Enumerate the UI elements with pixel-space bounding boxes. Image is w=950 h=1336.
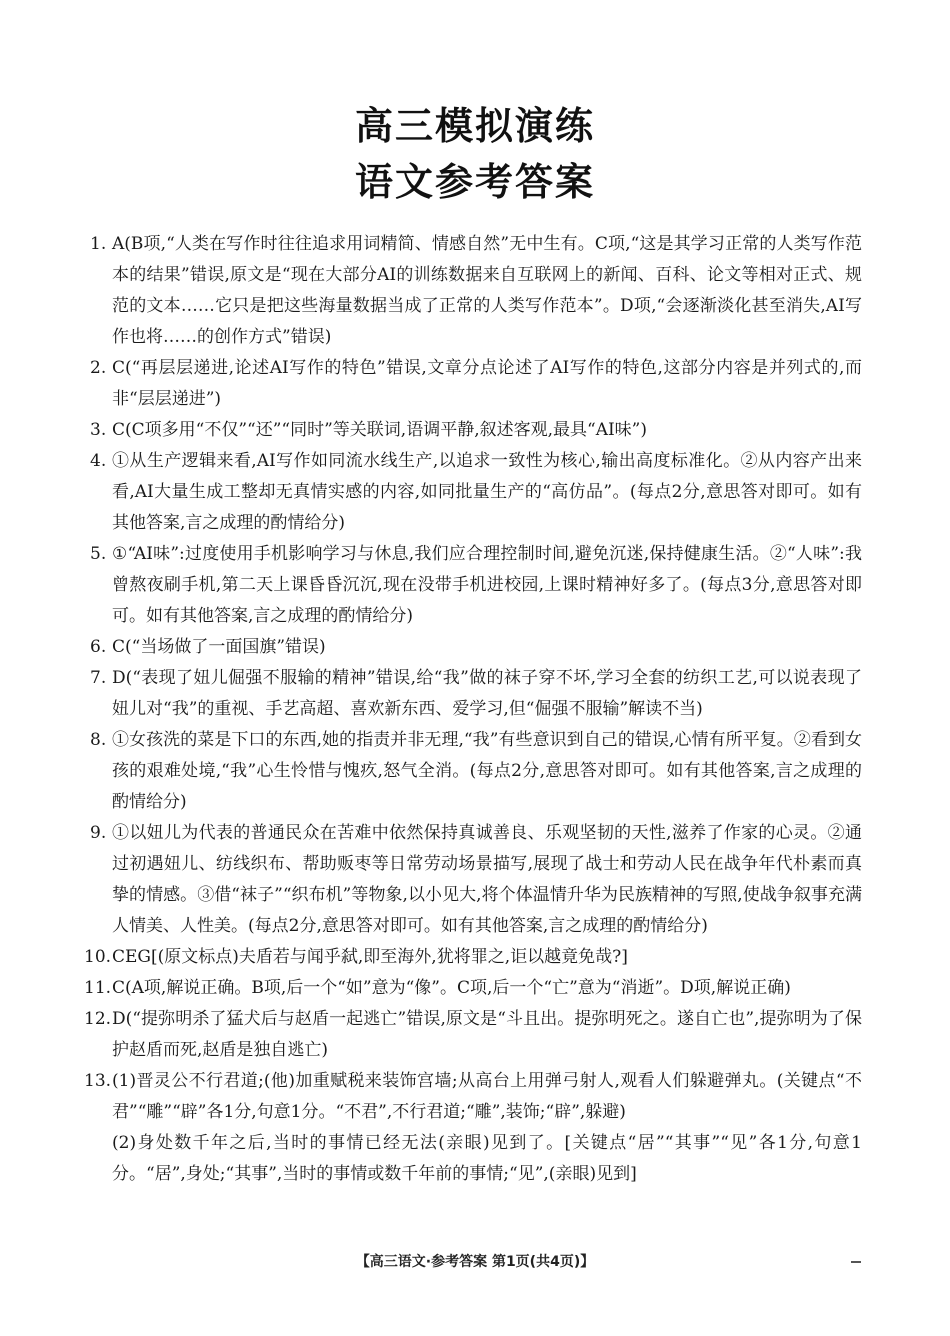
answer-number: 10. <box>84 947 112 967</box>
title-block <box>0 98 950 210</box>
answer-item-5 <box>90 539 862 632</box>
answer-number: 6. <box>90 637 107 657</box>
answer-text: D(“表现了妞儿倔强不服输的精神”错误,给“我”做的袜子穿不坏,学习全套的纺织工艺,可以说表现了妞儿对“我”的重视、手艺高超、喜欢新东西、爱学习,但“倔强不服输”解读不当) <box>112 668 862 719</box>
answer-item-4 <box>90 446 862 539</box>
answer-item-2 <box>90 353 862 415</box>
page-subtitle: 语文参考答案 <box>354 160 595 204</box>
answer-text: C(A项,解说正确。B项,后一个“如”意为“像”。C项,后一个“亡”意为“消逝”。D项,解说正确) <box>112 978 791 998</box>
answer-number: 7. <box>90 668 107 688</box>
answer-number: 8. <box>90 730 107 750</box>
answer-number: 13. <box>84 1071 112 1091</box>
answer-text: ①女孩洗的菜是下口的东西,她的指责并非无理,“我”有些意识到自己的错误,心情有所平复。②看到女孩的艰难处境,“我”心生怜惜与愧疚,怒气全消。(每点2分,意思答对即可。如有其他答案,言之成理的酌情给分) <box>112 730 862 812</box>
answer-item-8 <box>90 725 862 818</box>
answer-item-3 <box>90 415 862 446</box>
answer-item-10 <box>84 942 862 973</box>
corner-mark <box>851 1258 861 1263</box>
answer-number: 2. <box>90 358 107 378</box>
answer-item-7 <box>90 663 862 725</box>
answer-item-12 <box>84 1004 862 1066</box>
answer-item-13 <box>84 1066 862 1190</box>
answer-item-9 <box>90 818 862 942</box>
answer-item-1 <box>90 229 862 353</box>
answer-text: C(“当场做了一面国旗”错误) <box>112 637 326 657</box>
answer-item-6 <box>90 632 862 663</box>
answer-number: 12. <box>84 1009 112 1029</box>
answer-list <box>84 229 862 1190</box>
answer-text: ①以妞儿为代表的普通民众在苦难中依然保持真诚善良、乐观坚韧的天性,滋养了作家的心灵。②通过初遇妞儿、纺线织布、帮助贩枣等日常劳动场景描写,展现了战士和劳动人民在战争年代朴素而真挚的情感。③借“袜子”“织布机”等物象,以小见大,将个体温情升华为民族精神的写照,使战争叙事充满人情美、人性美。(每点2分,意思答对即可。如有其他答案,言之成理的酌情给分) <box>112 823 862 936</box>
answer-number: 4. <box>90 451 107 471</box>
answer-number: 11. <box>84 978 112 998</box>
answer-text: C(C项多用“不仅”“还”“同时”等关联词,语调平静,叙述客观,最具“AI味”) <box>112 420 648 440</box>
page-footer: 【高三语文·参考答案 第1页(共4页)】 <box>355 1254 595 1270</box>
answer-text: D(“提弥明杀了猛犬后与赵盾一起逃亡”错误,原文是“斗且出。提弥明死之。遂自亡也”,提弥明为了保护赵盾而死,赵盾是独自逃亡) <box>112 1009 862 1060</box>
answer-number: 3. <box>90 420 107 440</box>
answer-number: 1. <box>90 234 107 254</box>
answer-text: C(“再层层递进,论述AI写作的特色”错误,文章分点论述了AI写作的特色,这部分内容是并列式的,而非“层层递进”) <box>112 358 862 409</box>
answer-subtext: (2)身处数千年之后,当时的事情已经无法(亲眼)见到了。[关键点“居”“其事”“见”各1分,句意1分。“居”,身处;“其事”,当时的事情或数千年前的事情;“见”,(亲眼)见到] <box>112 1133 862 1184</box>
answer-text: CEG[(原文标点)夫盾若与闻乎弑,即至海外,犹将罪之,讵以越竟免哉?] <box>112 947 628 967</box>
answer-number: 9. <box>90 823 107 843</box>
answer-text: A(B项,“人类在写作时往往追求用词精简、情感自然”无中生有。C项,“这是其学习正常的人类写作范本的结果”错误,原文是“现在大部分AI的训练数据来自互联网上的新闻、百科、论文等相对正式、规范的文本……它只是把这些海量数据当成了正常的人类写作范本”。D项,“会逐渐淡化甚至消失,AI写作也将……的创作方式”错误) <box>112 234 862 347</box>
answer-item-11 <box>84 973 862 1004</box>
page-title: 高三模拟演练 <box>354 104 595 148</box>
answer-text: ①从生产逻辑来看,AI写作如同流水线生产,以追求一致性为核心,输出高度标准化。②从内容产出来看,AI大量生成工整却无真情实感的内容,如同批量生产的“高仿品”。(每点2分,意思答对即可。如有其他答案,言之成理的酌情给分) <box>112 451 862 533</box>
answer-number: 5. <box>90 544 107 564</box>
answer-text: (1)晋灵公不行君道;(他)加重赋税来装饰宫墙;从高台上用弹弓射人,观看人们躲避弹丸。(关键点“不君”“雕”“辟”各1分,句意1分。“不君”,不行君道;“雕”,装饰;“辟”,躲避) <box>112 1071 862 1122</box>
answer-text: ①“AI味”:过度使用手机影响学习与休息,我们应合理控制时间,避免沉迷,保持健康生活。②“人味”:我曾熬夜刷手机,第二天上课昏昏沉沉,现在没带手机进校园,上课时精神好多了。(每点3分,意思答对即可。如有其他答案,言之成理的酌情给分) <box>112 544 862 626</box>
